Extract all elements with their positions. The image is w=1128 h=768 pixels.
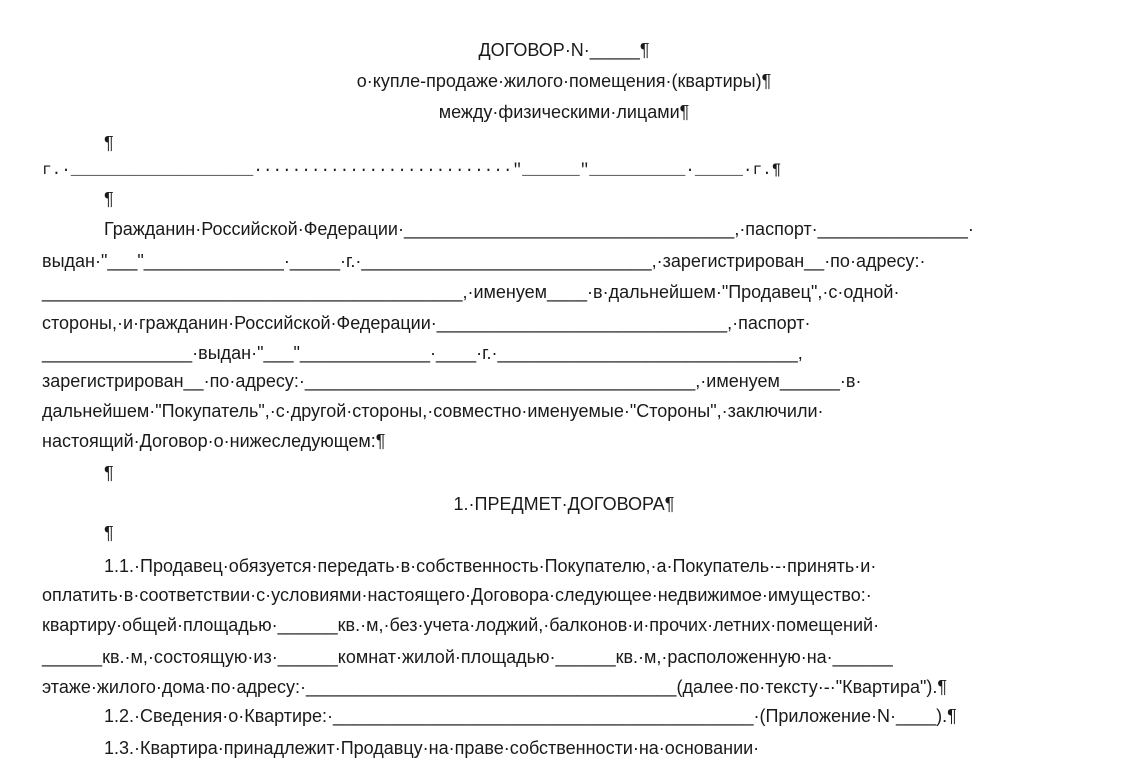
seller-line-2: выдан·"___"______________·_____·г.·_____________________________,·зарегистрирован__·по·адресу:· — [42, 251, 926, 271]
contract-subtitle-2: между·физическими·лицами¶ — [438, 102, 690, 122]
city-date-line: г.·___________________···························"______"__________·_____·г.¶ — [42, 161, 782, 179]
empty-paragraph: ¶ — [104, 463, 114, 483]
empty-paragraph: ¶ — [104, 133, 114, 153]
section-heading: 1.·ПРЕДМЕТ·ДОГОВОРА¶ — [453, 494, 675, 514]
clause-1-3-line-1: 1.3.·Квартира·принадлежит·Продавцу·на·праве·собственности·на·основании· — [104, 738, 760, 758]
empty-paragraph: ¶ — [104, 523, 114, 543]
buyer-line-1: стороны,·и·гражданин·Российской·Федерации·_____________________________,·паспорт· — [42, 313, 811, 333]
clause-1-1-line-1: 1.1.·Продавец·обязуется·передать·в·собственность·Покупателю,·а·Покупатель·-·принять·и· — [104, 556, 877, 576]
contract-subtitle: о·купле-продаже·жилого·помещения·(квартиры)¶ — [356, 71, 772, 91]
empty-paragraph: ¶ — [104, 189, 114, 209]
buyer-line-4: дальнейшем·"Покупатель",·с·другой·стороны,·совместно·именуемые·"Стороны",·заключили· — [42, 401, 824, 421]
clause-1-1-line-2: оплатить·в·соответствии·с·условиями·настоящего·Договора·следующее·недвижимое·имущество:· — [42, 585, 872, 605]
buyer-line-2: _______________·выдан·"___"_____________·____·г.·______________________________, — [42, 343, 803, 363]
seller-line-3: __________________________________________,·именуем____·в·дальнейшем·"Продавец",·с·одной· — [42, 282, 900, 302]
clause-1-2: 1.2.·Сведения·о·Квартире:·__________________________________________·(Приложение·N·____).¶ — [104, 706, 957, 726]
seller-line-1: Гражданин·Российской·Федерации·_________________________________,·паспорт·_______________· — [104, 219, 974, 239]
buyer-line-3: зарегистрирован__·по·адресу:·_______________________________________,·именуем______·в· — [42, 371, 862, 391]
clause-1-1-line-5: этаже·жилого·дома·по·адресу:·_____________________________________(далее·по·тексту·-·"Квартира").¶ — [42, 677, 948, 697]
clause-1-1-line-4: ______кв.·м,·состоящую·из·______комнат·жилой·площадью·______кв.·м,·расположенную·на·______ — [42, 647, 893, 667]
buyer-line-5: настоящий·Договор·о·нижеследующем:¶ — [42, 431, 386, 451]
contract-title: ДОГОВОР·N·_____¶ — [478, 40, 650, 60]
clause-1-1-line-3: квартиру·общей·площадью·______кв.·м,·без·учета·лоджий,·балконов·и·прочих·летних·помещений· — [42, 615, 880, 635]
